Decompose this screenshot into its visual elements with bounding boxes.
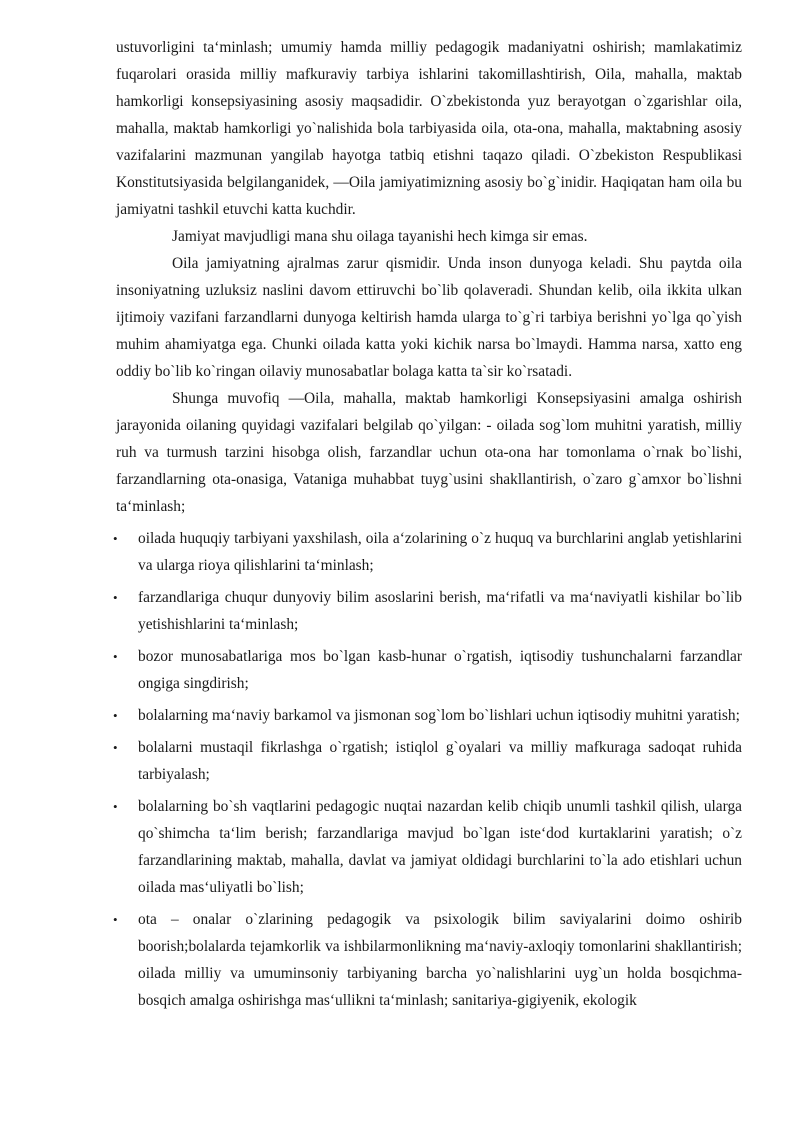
list-item	[113, 906, 742, 1014]
bullet-icon: •	[113, 799, 118, 814]
bullet-icon: •	[113, 708, 118, 723]
document-page	[113, 34, 742, 1014]
list-item	[113, 702, 742, 729]
paragraph-3: Oila jamiyatning ajralmas zarur qismidir. Unda inson dunyoga keladi. Shu paytda oila insoniyatning uzluksiz naslini davom ettiruvchi bo`lib qolaveradi. Shundan kelib, oila ikkita ulkan ijtimoiy vazifani farzandlarni dunyoga keltirish hamda ularga to`g`ri tarbiya berishni yo`lga qo`yish muhim ahamiyatga ega. Chunki oilada katta yoki kichik narsa bo`lmaydi. Hamma narsa, xatto eng oddiy bo`lib ko`ringan oilaviy munosabatlar bolaga katta ta`sir ko`rsatadi.	[116, 255, 742, 380]
list-item-text: bolalarning bo`sh vaqtlarini pedagogic nuqtai nazardan kelib chiqib unumli tashkil qilish, ularga qo`shimcha ta‘lim berish; farzandlariga mavjud bo`lgan iste‘dod kurtaklarini yaratish; o`z farzandlarining maktab, mahalla, davlat va jamiyat oldidagi burchlarini to`la ado etishlari uchun oilada mas‘uliyatli bo`lish;	[138, 798, 742, 896]
list-item	[113, 734, 742, 788]
list-item	[113, 525, 742, 579]
duties-list	[113, 525, 742, 1014]
list-item-text: bolalarning ma‘naviy barkamol va jismonan sog`lom bo`lishlari uchun iqtisodiy muhitni yaratish;	[138, 707, 740, 724]
list-item	[113, 793, 742, 901]
paragraph-1: ustuvorligini ta‘minlash; umumiy hamda milliy pedagogik madaniyatni oshirish; mamlakatimiz fuqarolari orasida milliy mafkuraviy tarbiya ishlarini takomillashtirish, Oila, mahalla, maktab hamkorligi konsepsiyasining asosiy maqsadidir. O`zbekistonda yuz berayotgan o`zgarishlar oila, mahalla, maktab hamkorligi yo`nalishida bola tarbiyasida oila, ota-ona, mahalla, maktabning asosiy vazifalarini mazmunan yangilab hayotga tatbiq etishni taqazo qiladi. O`zbekiston Respublikasi Konstitutsiyasida belgilanganidek, ―Oila jamiyatimizning asosiy bo`g`inidir. Haqiqatan ham oila bu jamiyatni tashkil etuvchi katta kuchdir.	[116, 39, 742, 218]
list-item-text: oilada huquqiy tarbiyani yaxshilash, oila a‘zolarining o`z huquq va burchlarini anglab yetishlarini va ularga rioya qilishlarini ta‘minlash;	[138, 530, 742, 574]
bullet-icon: •	[113, 649, 118, 664]
list-item-text: ota – onalar o`zlarining pedagogik va psixologik bilim saviyalarini doimo oshirib boorish;bolalarda tejamkorlik va ishbilarmonlikning ma‘naviy-axloqiy tomonlarini shakllantirish; oilada milliy va umuminsoniy tarbiyaning barcha yo`nalishlarini uyg`un holda bosqichma-bosqich amalga oshirishga mas‘ullikni ta‘minlash; sanitariya-gigiyenik, ekologik	[138, 911, 742, 1009]
list-item-text: bolalarni mustaqil fikrlashga o`rgatish; istiqlol g`oyalari va milliy mafkuraga sadoqat ruhida tarbiyalash;	[138, 739, 742, 783]
list-item	[113, 643, 742, 697]
bullet-icon: •	[113, 740, 118, 755]
list-item	[113, 584, 742, 638]
bullet-icon: •	[113, 912, 118, 927]
list-item-text: bozor munosabatlariga mos bo`lgan kasb-hunar o`rgatish, iqtisodiy tushunchalarni farzandlar ongiga singdirish;	[138, 648, 742, 692]
paragraph-2: Jamiyat mavjudligi mana shu oilaga tayanishi hech kimga sir emas.	[172, 228, 588, 245]
paragraph-4: Shunga muvofiq ―Oila, mahalla, maktab hamkorligi Konsepsiyasini amalga oshirish jarayonida oilaning quyidagi vazifalari belgilab qo`yilgan: - oilada sog`lom muhitni yaratish, milliy ruh va turmush tarzini hisobga olish, farzandlar uchun ota-ona har tomonlama o`rnak bo`lishi, farzandlarning ota-onasiga, Vataniga muhabbat tuyg`usini shakllantirish, o`zaro g`amxor bo`lishni ta‘minlash;	[116, 390, 742, 515]
list-item-text: farzandlariga chuqur dunyoviy bilim asoslarini berish, ma‘rifatli va ma‘naviyatli kishilar bo`lib yetishishlarini ta‘minlash;	[138, 589, 742, 633]
bullet-icon: •	[113, 531, 118, 546]
bullet-icon: •	[113, 590, 118, 605]
